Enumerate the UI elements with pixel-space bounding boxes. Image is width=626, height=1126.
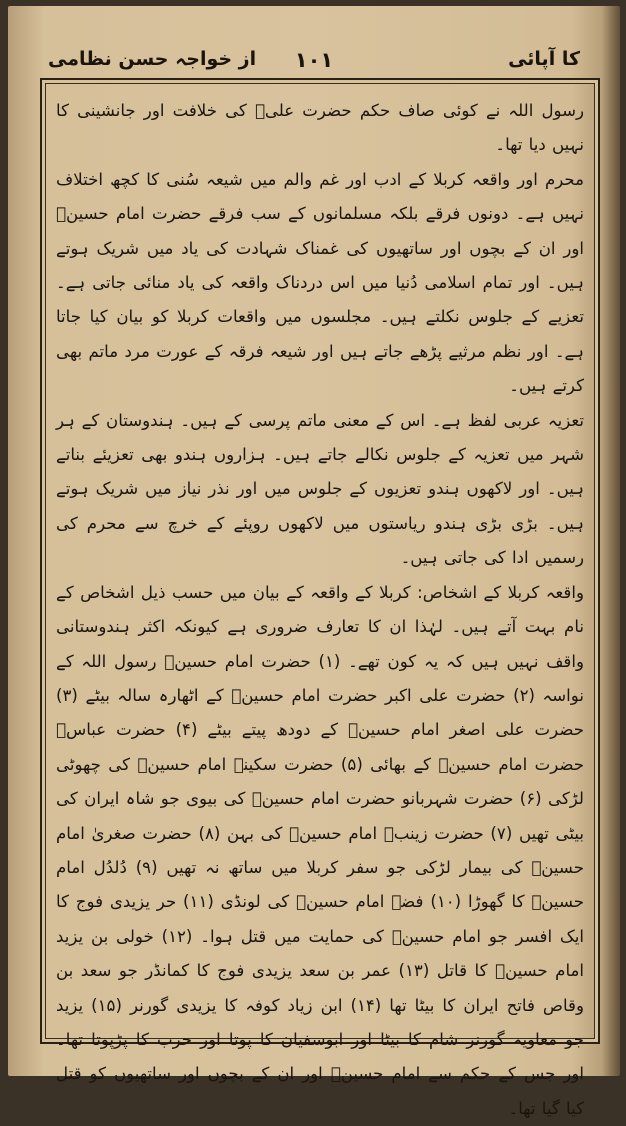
text-frame-border xyxy=(40,78,600,1118)
header-author: از خواجہ حسن نظامی xyxy=(48,48,257,70)
page-number: ۱۰۱ xyxy=(294,48,334,72)
paragraph: واقعہ کربلا کے اشخاص: کربلا کے واقعہ کے بیان میں حسب ذیل اشخاص کے نام بہت آتے ہیں۔ لہٰذا ان کا تعارف ضروری ہے کیونکہ اکثر ہندوستانی واقف نہیں ہیں کہ یہ کون تھے۔ (۱) حضرت امام حسینؓ رسول اللہ کے نواسہ (۲) حضرت علی اکبر حضرت امام حسینؓ کے اٹھارہ سالہ بیٹے (۳) حضرت علی اصغر امام حسینؓ کے دودھ پیتے بیٹے (۴) حضرت عباسؓ حضرت امام حسینؓ کے بھائی (۵) حضرت سکینہ امام حسینؓ کی چھوٹی لڑکی (۶) حضرت شہربانو حضرت امام حسینؓ کی بیوی جو شاہ ایران کی بیٹی تھیں (۷) حضرت زینبؓ امام حسینؓ کی بہن (۸) حضرت صغریٰ امام حسینؓ کی بیمار لڑکی جو سفر کربلا میں ساتھ نہ تھیں (۹) دُلدُل امام حسینؓ کا گھوڑا (۱۰) فضہ امام حسینؓ کی لونڈی (۱۱) حر یزیدی فوج کا ایک افسر جو امام حسینؓ کی حمایت میں قتل ہوا۔ (۱۲) خولی بن یزید امام حسینؓ کا قاتل (۱۳) عمر بن سعد یزیدی فوج کا کمانڈر جو سعد بن وقاص فاتح ایران کا بیٹا تھا (۱۴) ابن زیاد کوفہ کا یزیدی گورنر (۱۵) یزید جو معاویہ گورنر شام کا بیٹا اور ابوسفیان کا پوتا اور حرب کا پڑپوتا تھا۔ اور جس کے حکم سے امام حسینؓ اور ان کے بچوں اور ساتھیوں کو قتل کیا گیا تھا۔ xyxy=(56,582,585,1118)
running-header xyxy=(48,42,580,76)
paragraph: تعزیہ عربی لفظ ہے۔ اس کے معنی ماتم پرسی کے ہیں۔ ہندوستان کے ہر شہر میں تعزیہ کے جلوس نکالے جاتے ہیں۔ ہزاروں ہندو بھی تعزیئے بناتے ہیں۔ اور لاکھوں ہندو تعزیوں کے جلوس میں اور نذر نیاز میں شریک ہوتے ہیں۔ بڑی بڑی ہندو ریاستوں میں لاکھوں روپئے کے خرچ سے محرم کی رسمیں ادا کی جاتی ہیں۔ xyxy=(56,410,584,568)
header-book-title: کا آپائی xyxy=(508,48,580,70)
book-page xyxy=(8,6,620,1118)
page-edge-shadow xyxy=(602,6,620,1076)
paragraph: محرم اور واقعہ کربلا کے ادب اور غم والم میں شیعہ سُنی کا کچھ اختلاف نہیں ہے۔ دونوں فرقے بلکہ مسلمانوں کے سب فرقے حضرت امام حسینؓ اور ان کے بچوں اور ساتھیوں کی غمناک شہادت کی یاد میں شریک ہوتے ہیں۔ اور تمام اسلامی دُنیا میں اس دردناک واقعہ کی یاد منائی جاتی ہے۔ تعزیے کے جلوس نکلتے ہیں۔ مجلسوں میں واقعات کربلا کو بیان کیا جاتا ہے۔ اور نظم مرثیے پڑھے جاتے ہیں اور شیعہ فرقہ کے عورت مرد ماتم بھی کرتے ہیں۔ xyxy=(56,169,584,396)
paragraph: رسول اللہ نے کوئی صاف حکم حضرت علیؓ کی خلافت اور جانشینی کا نہیں دیا تھا۔ xyxy=(56,101,584,155)
body-text xyxy=(56,94,585,1118)
